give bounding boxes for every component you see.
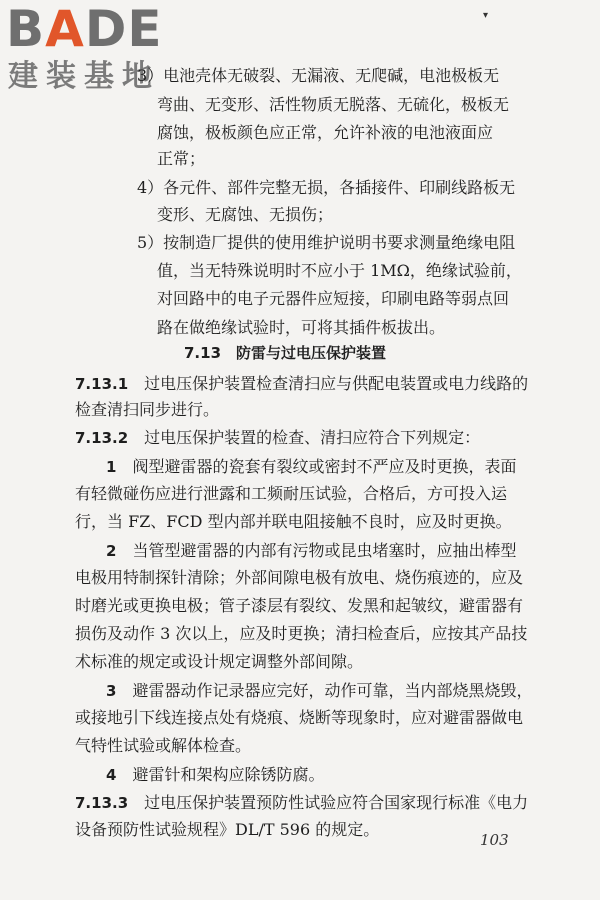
list-item-5-line-4: 路在做绝缘试验时，可将其插件板拔出。 bbox=[157, 318, 446, 337]
point-text: 避雷器动作记录器应完好，动作可靠，当内部烧黑烧毁， bbox=[132, 681, 533, 700]
point-number: 3 bbox=[106, 682, 117, 700]
point-3-line-2: 或接地引下线连接点处有烧痕、烧断等现象时，应对避雷器做电 bbox=[75, 708, 524, 727]
list-item-3-line-3: 腐蚀，极板颜色应正常，允许补液的电池液面应 bbox=[157, 123, 494, 142]
point-4-line-1 bbox=[106, 765, 324, 785]
clause-7-13-3-line-2: 设备预防性试验规程》DL/T 596 的规定。 bbox=[75, 820, 380, 839]
point-2-line-3: 时磨光或更换电极；管子漆层有裂纹、发黑和起皱纹，避雷器有 bbox=[75, 596, 524, 615]
point-3-line-1 bbox=[106, 681, 532, 701]
point-text: 阀型避雷器的瓷套有裂纹或密封不严应及时更换，表面 bbox=[132, 457, 517, 476]
point-number: 1 bbox=[106, 458, 117, 476]
point-2-line-4: 损伤及动作 3 次以上，应及时更换；清扫检查后，应按其产品技 bbox=[75, 624, 528, 643]
point-1-line-1 bbox=[106, 457, 516, 477]
list-item-4-line-2: 变形、无腐蚀、无损伤； bbox=[157, 205, 334, 224]
point-number: 2 bbox=[106, 542, 117, 560]
list-item-3-line-2: 弯曲、无变形、活性物质无脱落、无硫化，极板无 bbox=[157, 95, 510, 114]
logo-chinese: 建装基地 bbox=[8, 59, 160, 94]
list-item-5-line-2: 值，当无特殊说明时不应小于 1MΩ，绝缘试验前， bbox=[157, 261, 522, 280]
section-heading: 7.13 防雷与过电压保护装置 bbox=[184, 344, 387, 362]
logo-wordmark: BADE bbox=[6, 0, 163, 58]
list-item-4-line-1: 4）各元件、部件完整无损，各插接件、印刷线路板无 bbox=[137, 178, 516, 197]
clause-number: 7.13.3 bbox=[75, 794, 129, 812]
list-item-5-line-1: 5）按制造厂提供的使用维护说明书要求测量绝缘电阻 bbox=[137, 233, 516, 252]
top-mark: ▾ bbox=[483, 10, 489, 21]
clause-7-13-2-line-1 bbox=[75, 428, 480, 448]
page-number: 103 bbox=[480, 831, 509, 849]
point-2-line-1 bbox=[106, 541, 516, 561]
clause-number: 7.13.2 bbox=[75, 429, 129, 447]
list-item-5-line-3: 对回路中的电子元器件应短接，印刷电路等弱点回 bbox=[157, 289, 510, 308]
point-2-line-2: 电极用特制探针清除；外部间隙电极有放电、烧伤痕迹的，应及 bbox=[75, 568, 524, 587]
clause-text: 过电压保护装置的检查、清扫应符合下列规定： bbox=[144, 428, 481, 447]
clause-text: 过电压保护装置检查清扫应与供配电装置或电力线路的 bbox=[144, 374, 529, 393]
bade-logo bbox=[6, 0, 176, 104]
clause-7-13-3-line-1 bbox=[75, 793, 528, 813]
point-1-line-3: 行，当 FZ、FCD 型内部并联电阻接触不良时，应及时更换。 bbox=[75, 512, 512, 531]
list-item-3-line-4: 正常； bbox=[157, 149, 206, 168]
point-text: 避雷针和架构应除锈防腐。 bbox=[132, 765, 325, 784]
clause-number: 7.13.1 bbox=[75, 375, 129, 393]
point-1-line-2: 有轻微碰伤应进行泄露和工频耐压试验，合格后，方可投入运 bbox=[75, 484, 508, 503]
point-2-line-5: 术标准的规定或设计规定调整外部间隙。 bbox=[75, 652, 364, 671]
clause-text: 过电压保护装置预防性试验应符合国家现行标准《电力 bbox=[144, 793, 529, 812]
point-number: 4 bbox=[106, 766, 117, 784]
clause-7-13-1-line-2: 检查清扫同步进行。 bbox=[75, 400, 220, 419]
point-text: 当管型避雷器的内部有污物或昆虫堵塞时，应抽出棒型 bbox=[132, 541, 517, 560]
point-3-line-3: 气特性试验或解体检查。 bbox=[75, 736, 252, 755]
list-item-3-line-1: 3）电池壳体无破裂、无漏液、无爬碱，电池极板无 bbox=[137, 66, 500, 85]
clause-7-13-1-line-1 bbox=[75, 374, 528, 394]
